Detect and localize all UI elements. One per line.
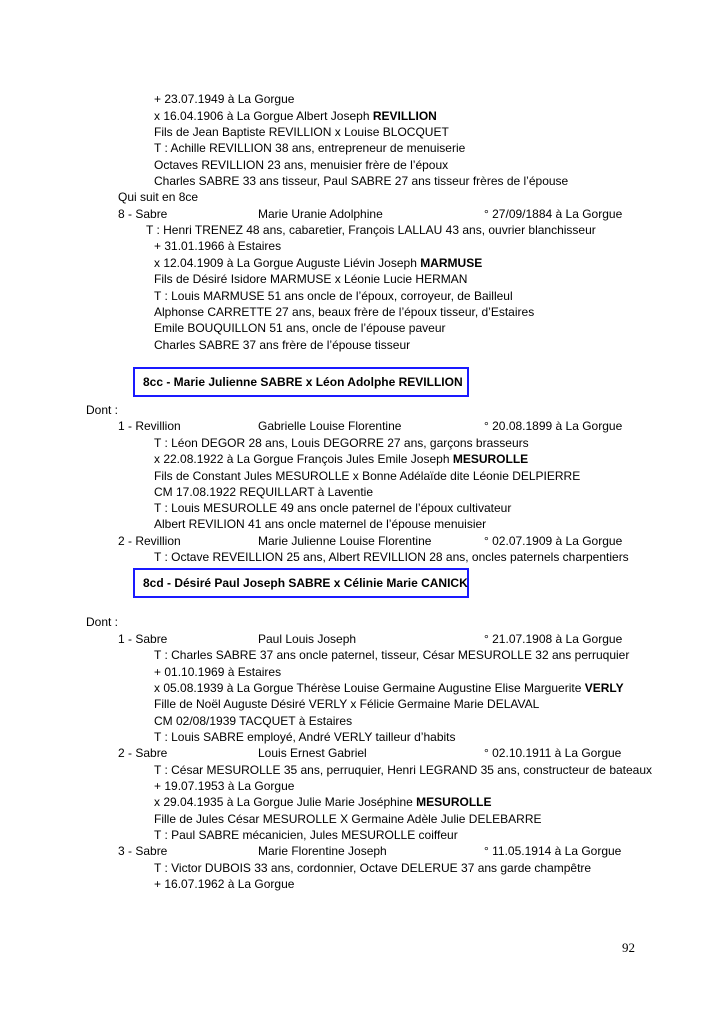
child-names: Paul Louis Joseph <box>258 632 357 646</box>
witness-line: T : Henri TRENEZ 48 ans, cabaretier, François LALLAU 43 ans, ouvrier blanchisseur <box>146 223 596 237</box>
witness-line: Charles SABRE 37 ans frère de l’épouse tisseur <box>154 338 411 352</box>
witness-line: T : Paul SABRE mécanicien, Jules MESUROLLE coiffeur <box>154 828 458 842</box>
child-number: 2 - Revillion <box>118 534 181 548</box>
marriage-line <box>154 680 624 696</box>
child-birth: ° 27/09/1884 à La Gorgue <box>484 207 623 221</box>
section-heading-8cd <box>133 568 469 598</box>
section-heading-text: 8cd - Désiré Paul Joseph SABRE x Célinie Marie CANICK <box>143 576 468 590</box>
marriage-text: x 29.04.1935 à La Gorgue Julie Marie Joséphine <box>154 795 417 809</box>
witness-line: T : Louis SABRE employé, André VERLY tailleur d’habits <box>154 730 456 744</box>
witness-line: Albert REVILION 41 ans oncle maternel de l’épouse menuisier <box>154 517 487 531</box>
child-number: 3 - Sabre <box>118 844 168 858</box>
marriage-surname: VERLY <box>584 681 624 695</box>
marriage-text: x 22.08.1922 à La Gorgue François Jules Emile Joseph <box>154 452 453 466</box>
parents-line: Fils de Constant Jules MESUROLLE x Bonne Adélaïde dite Léonie DELPIERRE <box>154 469 581 483</box>
child-number: 1 - Revillion <box>118 419 181 433</box>
marriage-text: x 05.08.1939 à La Gorgue Thérèse Louise Germaine Augustine Elise Marguerite <box>154 681 585 695</box>
child-names: Marie Florentine Joseph <box>258 844 387 858</box>
witness-line: Octaves REVILLION 23 ans, menuisier frère de l’époux <box>154 158 449 172</box>
dont-label: Dont : <box>86 615 119 629</box>
marriage-text: x 16.04.1906 à La Gorgue Albert Joseph <box>154 109 373 123</box>
child-names: Louis Ernest Gabriel <box>258 746 367 760</box>
witness-line: Emile BOUQUILLON 51 ans, oncle de l’épouse paveur <box>154 321 446 335</box>
child-birth: ° 20.08.1899 à La Gorgue <box>484 419 623 433</box>
witness-line: T : César MESUROLLE 35 ans, perruquier, Henri LEGRAND 35 ans, constructeur de bateaux <box>154 763 653 777</box>
witness-line: T : Victor DUBOIS 33 ans, cordonnier, Octave DELERUE 37 ans garde champêtre <box>154 861 592 875</box>
child-number: 2 - Sabre <box>118 746 168 760</box>
death-line: + 31.01.1966 à Estaires <box>154 239 282 253</box>
parents-line: Fils de Jean Baptiste REVILLION x Louise BLOCQUET <box>154 125 449 139</box>
marriage-surname: REVILLION <box>372 109 437 123</box>
child-names: Marie Julienne Louise Florentine <box>258 534 432 548</box>
page-number: 92 <box>622 940 635 955</box>
witness-line: T : Louis MARMUSE 51 ans oncle de l’époux, corroyeur, de Bailleul <box>154 289 513 303</box>
child-number: 1 - Sabre <box>118 632 168 646</box>
witness-line: T : Léon DEGOR 28 ans, Louis DEGORRE 27 ans, garçons brasseurs <box>154 436 529 450</box>
witness-line: Charles SABRE 33 ans tisseur, Paul SABRE 27 ans tisseur frères de l’épouse <box>154 174 569 188</box>
contract-line: CM 17.08.1922 REQUILLART à Laventie <box>154 485 374 499</box>
child-birth: ° 02.07.1909 à La Gorgue <box>484 534 623 548</box>
child-names: Gabrielle Louise Florentine <box>258 419 402 433</box>
death-line: + 19.07.1953 à La Gorgue <box>154 779 295 793</box>
child-birth: ° 21.07.1908 à La Gorgue <box>484 632 623 646</box>
marriage-line <box>154 451 528 467</box>
child-names: Marie Uranie Adolphine <box>258 207 383 221</box>
child-number: 8 - Sabre <box>118 207 168 221</box>
child-birth: ° 02.10.1911 à La Gorgue <box>484 746 622 760</box>
parents-line: Fille de Noël Auguste Désiré VERLY x Félicie Germaine Marie DELAVAL <box>154 697 540 711</box>
death-line: + 01.10.1969 à Estaires <box>154 665 282 679</box>
dont-label: Dont : <box>86 403 119 417</box>
marriage-surname: MESUROLLE <box>416 795 492 809</box>
death-line: + 23.07.1949 à La Gorgue <box>154 92 295 106</box>
marriage-line <box>154 255 482 271</box>
witness-line: Alphonse CARRETTE 27 ans, beaux frère de l’époux tisseur, d’Estaires <box>154 305 535 319</box>
section-heading-text: 8cc - Marie Julienne SABRE x Léon Adolphe REVILLION <box>143 375 463 389</box>
marriage-surname: MESUROLLE <box>452 452 529 466</box>
witness-line: T : Charles SABRE 37 ans oncle paternel, tisseur, César MESUROLLE 32 ans perruquier <box>154 648 630 662</box>
parents-line: Fille de Jules César MESUROLLE X Germaine Adèle Julie DELEBARRE <box>154 812 542 826</box>
witness-line: T : Octave REVEILLION 25 ans, Albert REVILLION 28 ans, oncles paternels charpentiers <box>154 550 629 564</box>
continuation-note: Qui suit en 8ce <box>118 190 199 204</box>
witness-line: T : Louis MESUROLLE 49 ans oncle paternel de l’époux cultivateur <box>154 501 512 515</box>
witness-line: T : Achille REVILLION 38 ans, entrepreneur de menuiserie <box>154 141 466 155</box>
marriage-text: x 12.04.1909 à La Gorgue Auguste Liévin Joseph <box>154 256 421 270</box>
section-heading-8cc <box>133 367 469 397</box>
contract-line: CM 02/08/1939 TACQUET à Estaires <box>154 714 353 728</box>
parents-line: Fils de Désiré Isidore MARMUSE x Léonie Lucie HERMAN <box>154 272 468 286</box>
marriage-surname: MARMUSE <box>420 256 483 270</box>
death-line: + 16.07.1962 à La Gorgue <box>154 877 295 891</box>
child-birth: ° 11.05.1914 à La Gorgue <box>484 844 622 858</box>
marriage-line <box>154 108 437 124</box>
marriage-line <box>154 794 492 810</box>
